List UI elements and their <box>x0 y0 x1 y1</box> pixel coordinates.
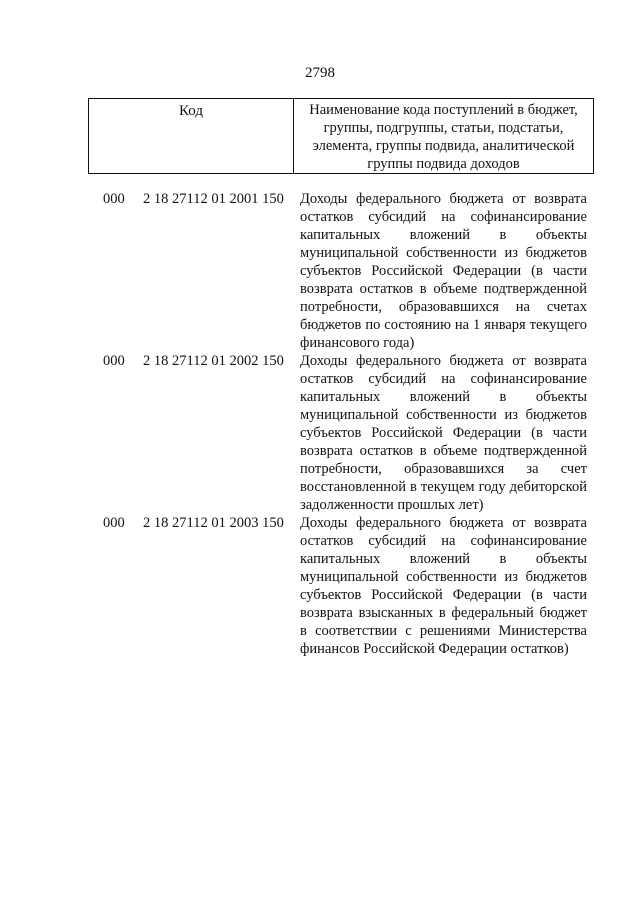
table-row <box>0 514 640 658</box>
row-revenue-code: 2 18 27112 01 2001 150 <box>143 191 284 207</box>
header-name-label: Наименование кода поступлений в бюджет, группы, подгруппы, статьи, подстатьи, элемента, группы подвида, аналитической группы подвида доходов <box>309 102 578 172</box>
row-description: Доходы федерального бюджета от возврата остатков субсидий на софинансирование капитальных вложений в объекты муниципальной собственности из бюджетов субъектов Российской Федерации (в части возврата взысканных в федеральный бюджет в соответствии с решениями Министерства финансов Российской Федерации остатков) <box>300 515 587 657</box>
row-description: Доходы федерального бюджета от возврата остатков субсидий на софинансирование капитальных вложений в объекты муниципальной собственности из бюджетов субъектов Российской Федерации (в части возврата остатков в объеме подтвержденной потребности, образовавшихся за счет восстановленной в текущем году дебиторской задолженности прошлых лет) <box>300 353 587 513</box>
revenue-code-list <box>0 190 640 658</box>
row-admin-code: 000 <box>103 353 125 369</box>
row-revenue-code: 2 18 27112 01 2003 150 <box>143 515 284 531</box>
table-row <box>0 190 640 352</box>
table-header <box>88 98 594 174</box>
row-admin-code: 000 <box>103 191 125 207</box>
row-revenue-code: 2 18 27112 01 2002 150 <box>143 353 284 369</box>
page-number: 2798 <box>305 65 335 81</box>
row-admin-code: 000 <box>103 515 125 531</box>
row-description: Доходы федерального бюджета от возврата остатков субсидий на софинансирование капитальных вложений в объекты муниципальной собственности из бюджетов субъектов Российской Федерации (в части возврата остатков в объеме подтвержденной потребности, образовавшихся на счетах бюджетов по состоянию на 1 января текущего финансового года) <box>300 191 587 351</box>
table-row <box>0 352 640 514</box>
header-code-label: Код <box>89 99 294 173</box>
